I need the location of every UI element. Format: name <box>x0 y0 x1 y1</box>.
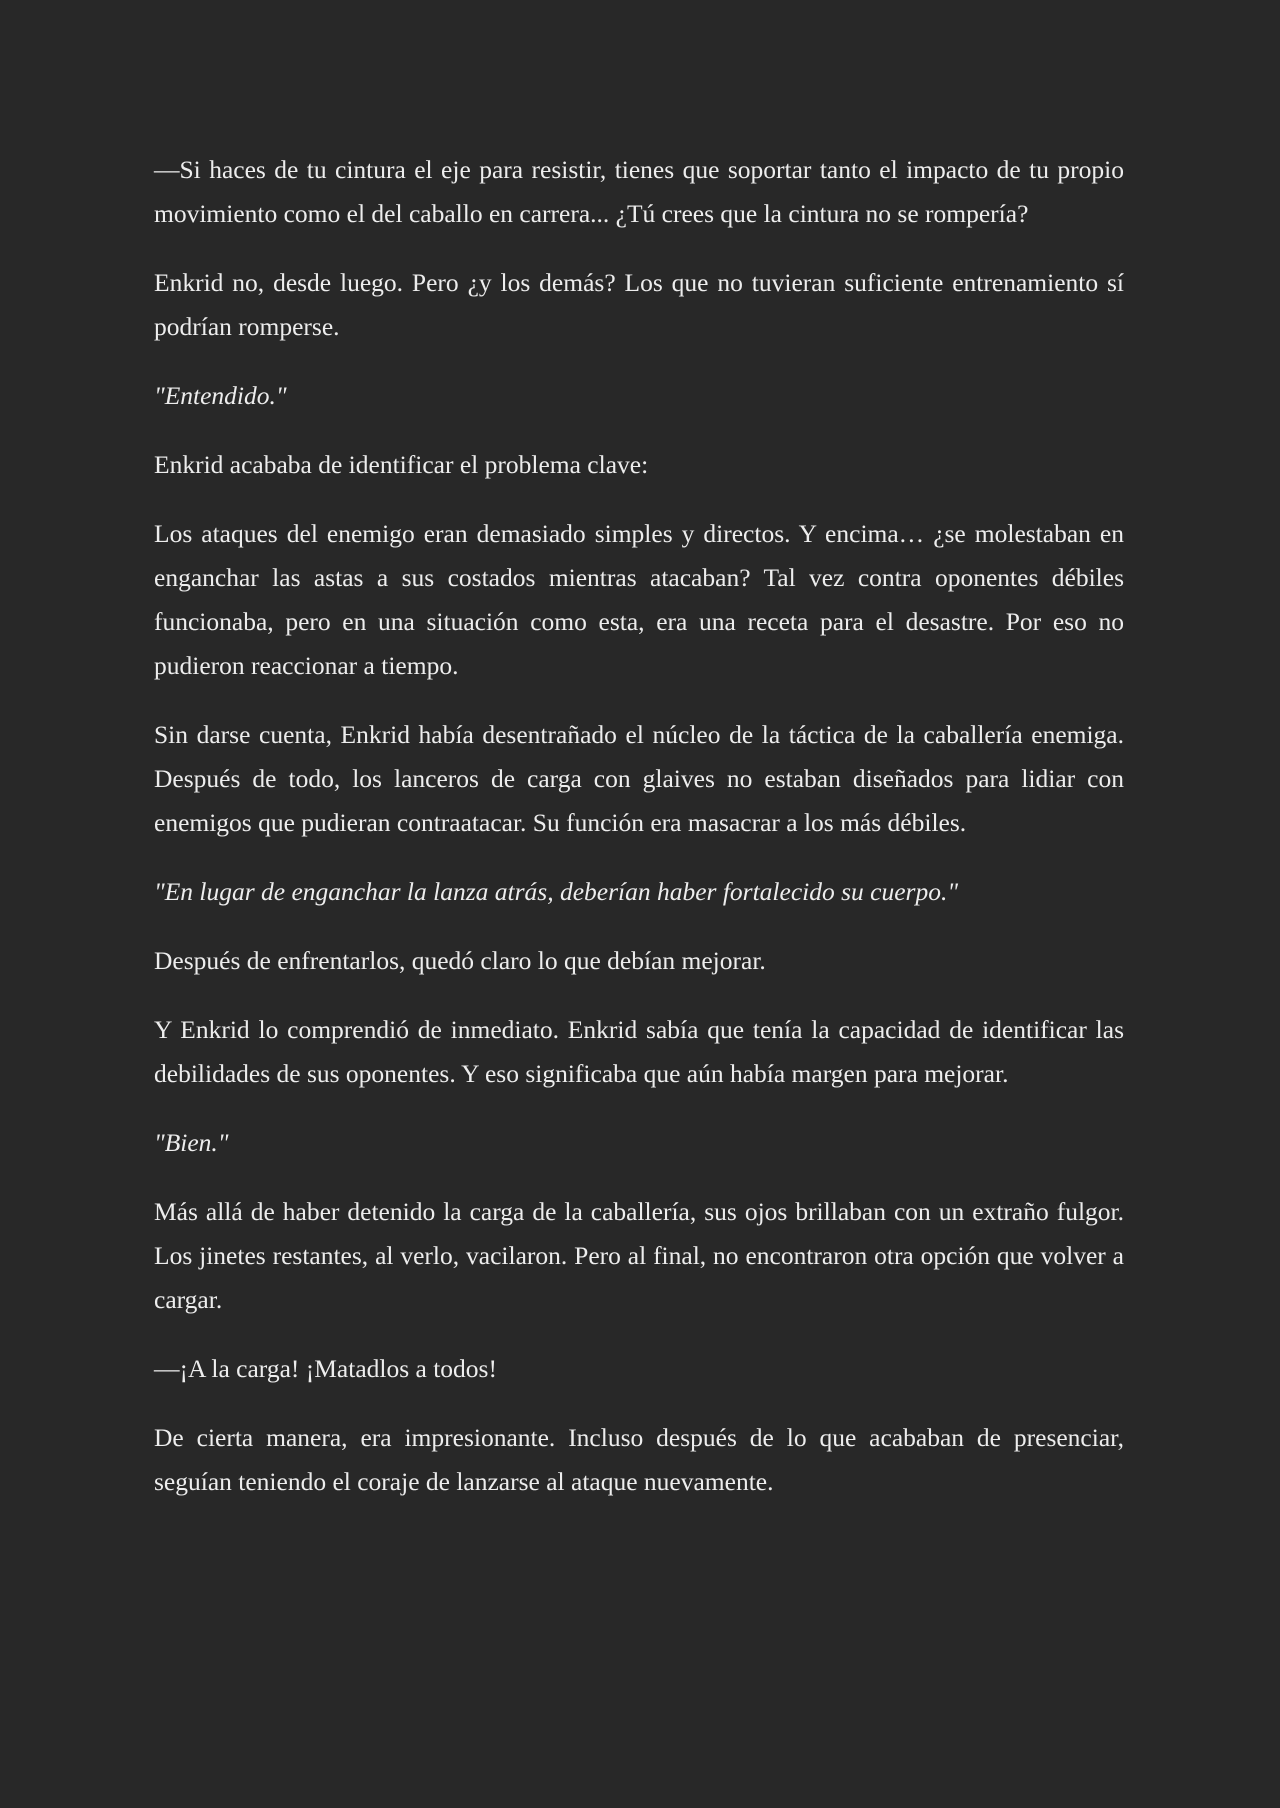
paragraph: Sin darse cuenta, Enkrid había desentrañado el núcleo de la táctica de la caballería enemiga. Después de todo, los lanceros de carga con glaives no estaban diseñados para lidiar con enemigos que pudieran contraatacar. Su función era masacrar a los más débiles. <box>154 720 1124 837</box>
paragraph: Y Enkrid lo comprendió de inmediato. Enkrid sabía que tenía la capacidad de identificar las debilidades de sus oponentes. Y eso significaba que aún había margen para mejorar. <box>154 1015 1124 1088</box>
paragraph: —Si haces de tu cintura el eje para resistir, tienes que soportar tanto el impacto de tu propio movimiento como el del caballo en carrera... ¿Tú crees que la cintura no se rompería? <box>154 155 1124 228</box>
paragraph: Después de enfrentarlos, quedó claro lo que debían mejorar. <box>154 946 766 975</box>
paragraph: Enkrid no, desde luego. Pero ¿y los demás? Los que no tuvieran suficiente entrenamiento sí podrían romperse. <box>154 268 1124 341</box>
paragraph-italic: "Bien." <box>154 1128 229 1157</box>
chapter-text <box>154 148 1124 1529</box>
paragraph: Más allá de haber detenido la carga de la caballería, sus ojos brillaban con un extraño fulgor. Los jinetes restantes, al verlo, vacilaron. Pero al final, no encontraron otra opción que volver a cargar. <box>154 1197 1124 1314</box>
paragraph: Enkrid acababa de identificar el problema clave: <box>154 450 649 479</box>
paragraph-italic: "En lugar de enganchar la lanza atrás, deberían haber fortalecido su cuerpo." <box>154 877 959 906</box>
paragraph: Los ataques del enemigo eran demasiado simples y directos. Y encima… ¿se molestaban en enganchar las astas a sus costados mientras atacaban? Tal vez contra oponentes débiles funcionaba, pero en una situación como esta, era una receta para el desastre. Por eso no pudieron reaccionar a tiempo. <box>154 519 1124 680</box>
paragraph: —¡A la carga! ¡Matadlos a todos! <box>154 1354 497 1383</box>
paragraph: De cierta manera, era impresionante. Incluso después de lo que acababan de presenciar, seguían teniendo el coraje de lanzarse al ataque nuevamente. <box>154 1423 1124 1496</box>
paragraph-italic: "Entendido." <box>154 381 287 410</box>
